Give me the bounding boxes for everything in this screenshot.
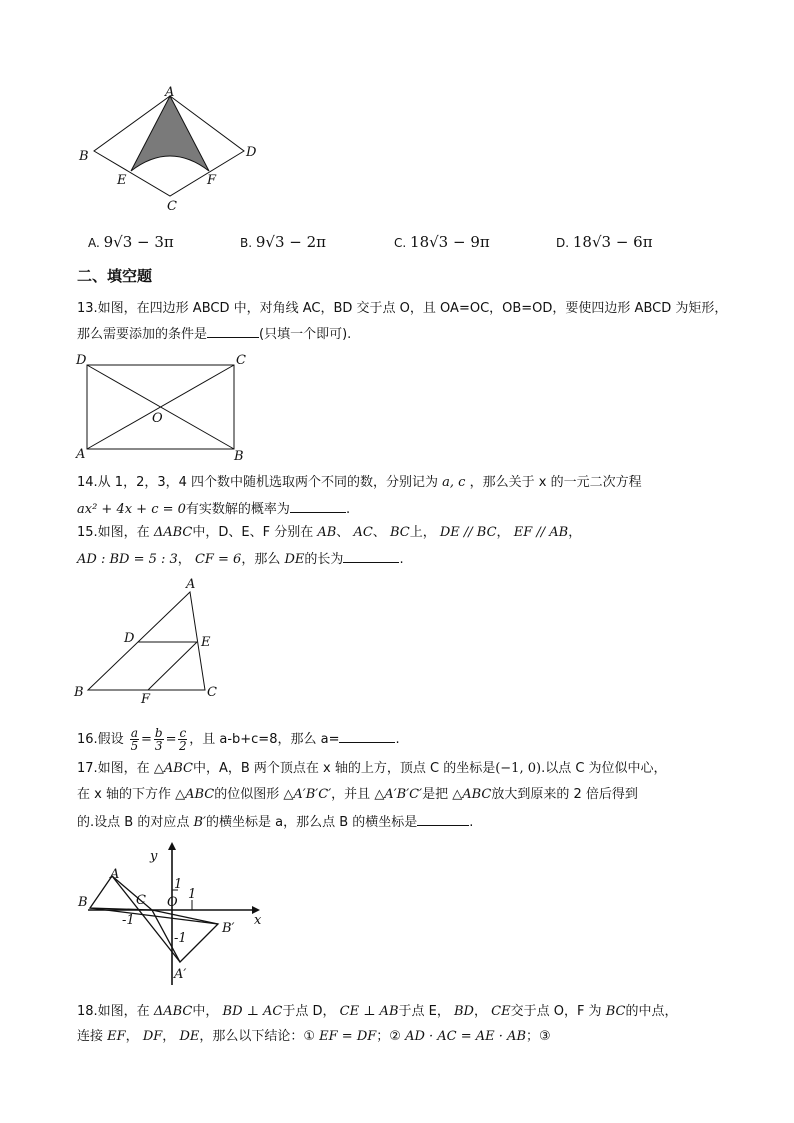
option-letter: C. [394,236,407,250]
sep: 、 [372,525,386,540]
label-A: A [186,577,196,592]
numerator: a [130,726,138,740]
q15-tri: ΔABC [153,525,193,540]
q18-bc: BC [605,1004,626,1019]
q15-line1 [77,524,581,542]
sep: 、 [336,525,350,540]
q18-de: DE [179,1029,200,1044]
q18-line1 [77,1003,677,1021]
q17-text-d: 在 x 轴的下方作 [77,787,171,802]
numerator: b [154,726,163,740]
q16-text: ，且 a-b+c=8，那么 a= [189,732,340,747]
q14-text-b: ，那么关于 x 的一元二次方程 [469,475,642,490]
label-E: E [117,173,127,188]
q18-bd: BD [454,1004,474,1019]
option-b [240,233,326,251]
sep: ， [177,552,191,567]
label-E: E [201,635,211,650]
option-expr: 9√3 − 2π [255,233,327,251]
denominator: 3 [154,739,163,753]
equals: = [165,732,177,747]
option-expr: 18√3 − 6π [572,233,653,251]
tick-label-neg1y: -1 [174,931,187,946]
option-a [88,233,174,251]
option-letter: D. [556,236,570,250]
fraction [130,727,139,752]
option-c [394,233,490,251]
q14-text: 14.从 1，2，3，4 四个数中随机选取两个不同的数，分别记为 [77,475,439,490]
q17-text-e: 的位似图形 [214,787,280,802]
q17-tri4: △A′B′C′ [374,787,423,802]
axis-x-label: x [254,913,262,928]
q16-prefix: 16.假设 [77,732,124,747]
sep: ， [125,1029,139,1044]
q17-text-f: ，并且 [331,787,371,802]
q15-text: 15.如图，在 [77,525,150,540]
label-D: D [76,353,87,368]
sep: ， [496,525,510,540]
q18-tri: ΔABC [153,1004,193,1019]
q18-text-d: 于点 E， [398,1004,450,1019]
answer-blank [417,812,469,826]
q17-text-h: 放大到原来的 2 倍后得到 [491,787,638,802]
q17-coord: (−1, 0) [495,761,542,776]
q18-text-k: ；③ [526,1029,551,1044]
q15-de: DE [284,552,305,567]
figure-q15 [72,574,232,707]
figure-q17 [76,840,276,990]
sep: ， [568,525,582,540]
q13-text-end: (只填一个即可). [259,327,352,342]
label-Bprime: B′ [222,921,235,936]
q15-ratio: AD : BD = 5 : 3 [77,552,178,567]
q15-cf: CF = 6 [194,552,242,567]
answer-blank [343,549,399,563]
label-D: D [124,631,135,646]
label-A: A [110,867,120,882]
fraction [178,727,187,752]
q18-c2: CE ⊥ AB [339,1004,399,1019]
q13-text: 那么需要添加的条件是 [77,327,208,342]
q18-r2: AD · AC = AE · AB [405,1029,526,1044]
q15-text-d: ，那么 [241,552,281,567]
denominator: 2 [179,739,187,753]
label-C: C [207,685,217,700]
q18-text-h: 连接 [77,1029,104,1044]
q18-line2 [77,1028,551,1046]
label-B: B [74,685,84,700]
sep: ， [162,1029,176,1044]
q18-ce: CE [491,1004,511,1019]
label-A: A [165,85,175,100]
y-arrow [168,842,176,850]
q15-ac: AC [353,525,373,540]
q14-line1 [77,474,642,492]
q15-cond1: DE // BC [439,525,497,540]
tick-label-1x: 1 [188,887,197,902]
label-B: B [234,449,244,464]
q18-text-j: ；② [376,1029,401,1044]
q14-text-c: 有实数解的概率为 [185,502,290,517]
q13-line1: 13.如图，在四边形 ABCD 中，对角线 AC，BD 交于点 O，且 OA=OC，OB=OD，要使四边形 ABCD 为矩形， [77,301,728,316]
label-A: A [76,447,86,462]
option-letter: B. [240,236,253,250]
answer-blank [339,729,395,743]
section-title: 二、填空题 [77,267,153,285]
q15-cond2: EF // AB [513,525,569,540]
label-B: B [79,149,89,164]
option-expr: 9√3 − 3π [103,233,174,251]
q15-line2 [77,549,404,569]
answer-blank [207,324,259,338]
denominator: 5 [130,739,139,753]
answer-blank [290,499,346,513]
label-O: O [167,895,178,910]
triangle-abc [88,592,205,690]
label-F: F [207,173,217,188]
tick-label-neg1x: -1 [122,913,135,928]
q17-text-b: 中，A，B 两个顶点在 x 轴的上方，顶点 C 的坐标是 [192,761,496,776]
q13-line2 [77,324,351,344]
q17-text-i: 的.设点 B 的对应点 [77,815,190,830]
q17-line1 [77,760,667,778]
q18-c1: BD ⊥ AC [222,1004,283,1019]
shaded-region [131,96,209,171]
q14-vars: a, c [442,475,466,490]
q17-text-g: 是把 [422,787,449,802]
label-B: B [78,895,88,910]
q16-end: . [395,732,400,747]
q18-r1: EF = DF [319,1029,377,1044]
q17-text-c: .以点 C 为位似中心， [541,761,667,776]
q14-end: . [345,502,351,517]
figure-q13 [74,350,254,462]
q14-line2 [77,499,350,519]
q18-ef: EF [107,1029,126,1044]
q15-text-c: 上， [409,525,436,540]
q17-text: 17.如图，在 [77,761,150,776]
q15-text-e: 的长为 [304,552,344,567]
q18-df: DF [142,1029,163,1044]
q17-text-j: 的横坐标是 a，那么点 B 的横坐标是 [205,815,418,830]
label-C: C [167,199,177,214]
q15-end: . [399,552,404,567]
q17-end: . [469,815,474,830]
sep: ， [473,1004,487,1019]
segment-ef [148,642,197,690]
q18-text-g: 的中点， [625,1004,678,1019]
q18-text-i: ，那么以下结论：① [199,1029,316,1044]
option-expr: 18√3 − 9π [410,233,490,251]
fraction [154,727,164,752]
q17-bp: B′ [193,815,206,830]
label-F: F [141,692,151,707]
axis-y-label: y [150,849,158,864]
option-d [556,233,653,251]
q17-line2 [77,786,638,804]
tick-label-1y: 1 [174,877,183,892]
q14-equation: ax² + 4x + c = 0 [77,502,186,517]
q18-text-b: 中， [192,1004,219,1019]
q17-tri3: △A′B′C′ [283,787,332,802]
q17-tri2: △ABC [175,787,215,802]
equals: = [140,732,152,747]
option-letter: A. [88,236,100,250]
q15-text-b: 中，D、E、F 分别在 [192,525,314,540]
q17-tri5: △ABC [452,787,492,802]
label-C: C [136,893,146,908]
q15-ab: AB [317,525,337,540]
q15-bc: BC [389,525,410,540]
q17-tri: △ABC [153,761,193,776]
q17-line3 [77,812,473,832]
label-C: C [236,353,246,368]
numerator: c [179,726,187,740]
label-D: D [246,145,257,160]
q16-line [77,727,400,752]
label-O: O [152,411,163,426]
label-Aprime: A′ [174,967,187,982]
figure-q12 [76,86,266,216]
q18-text-f: 交于点 O，F 为 [510,1004,602,1019]
q18-text-c: 于点 D， [282,1004,336,1019]
q18-text: 18.如图，在 [77,1004,150,1019]
